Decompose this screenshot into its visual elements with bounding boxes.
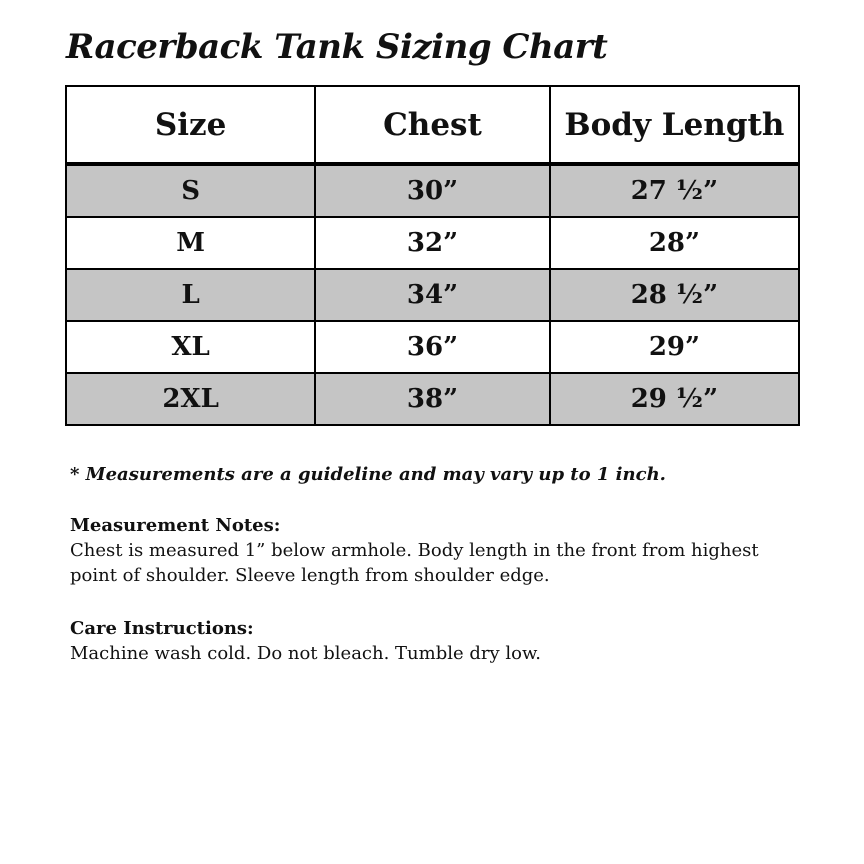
table-cell: XL [66,321,315,373]
measurement-notes-heading: Measurement Notes: [70,515,281,537]
care-instructions-section [70,616,805,666]
sizing-chart-page [0,28,864,864]
page-title: Racerback Tank Sizing Chart [66,27,608,67]
measurement-notes-body: Chest is measured 1” below armhole. Body length in the front from highest point of shoulder. Sleeve length from shoulder edge. [70,540,759,587]
column-header: Body Length [550,86,799,164]
table-cell: 29 ¹⁄₂” [550,373,799,425]
table-cell: M [66,217,315,269]
table-cell: L [66,269,315,321]
table-row [66,269,799,321]
table-cell: 30” [315,164,550,217]
table-cell: S [66,164,315,217]
table-row [66,217,799,269]
table-row [66,321,799,373]
table-row [66,373,799,425]
care-instructions-heading: Care Instructions: [70,618,254,640]
table-cell: 34” [315,269,550,321]
sizing-table [65,85,800,426]
table-cell: 32” [315,217,550,269]
table-body [66,164,799,425]
table-header-row [66,86,799,164]
table-cell: 36” [315,321,550,373]
care-instructions-body: Machine wash cold. Do not bleach. Tumble dry low. [70,643,541,665]
table-row [66,164,799,217]
table-cell: 29” [550,321,799,373]
table-cell: 28 ¹⁄₂” [550,269,799,321]
measurement-notes-section [70,513,805,588]
measurements-disclaimer: * Measurements are a guideline and may vary up to 1 inch. [70,464,666,486]
table-cell: 2XL [66,373,315,425]
table-cell: 28” [550,217,799,269]
notes-area [70,464,805,666]
column-header: Chest [315,86,550,164]
table-cell: 27 ¹⁄₂” [550,164,799,217]
column-header: Size [66,86,315,164]
table-cell: 38” [315,373,550,425]
